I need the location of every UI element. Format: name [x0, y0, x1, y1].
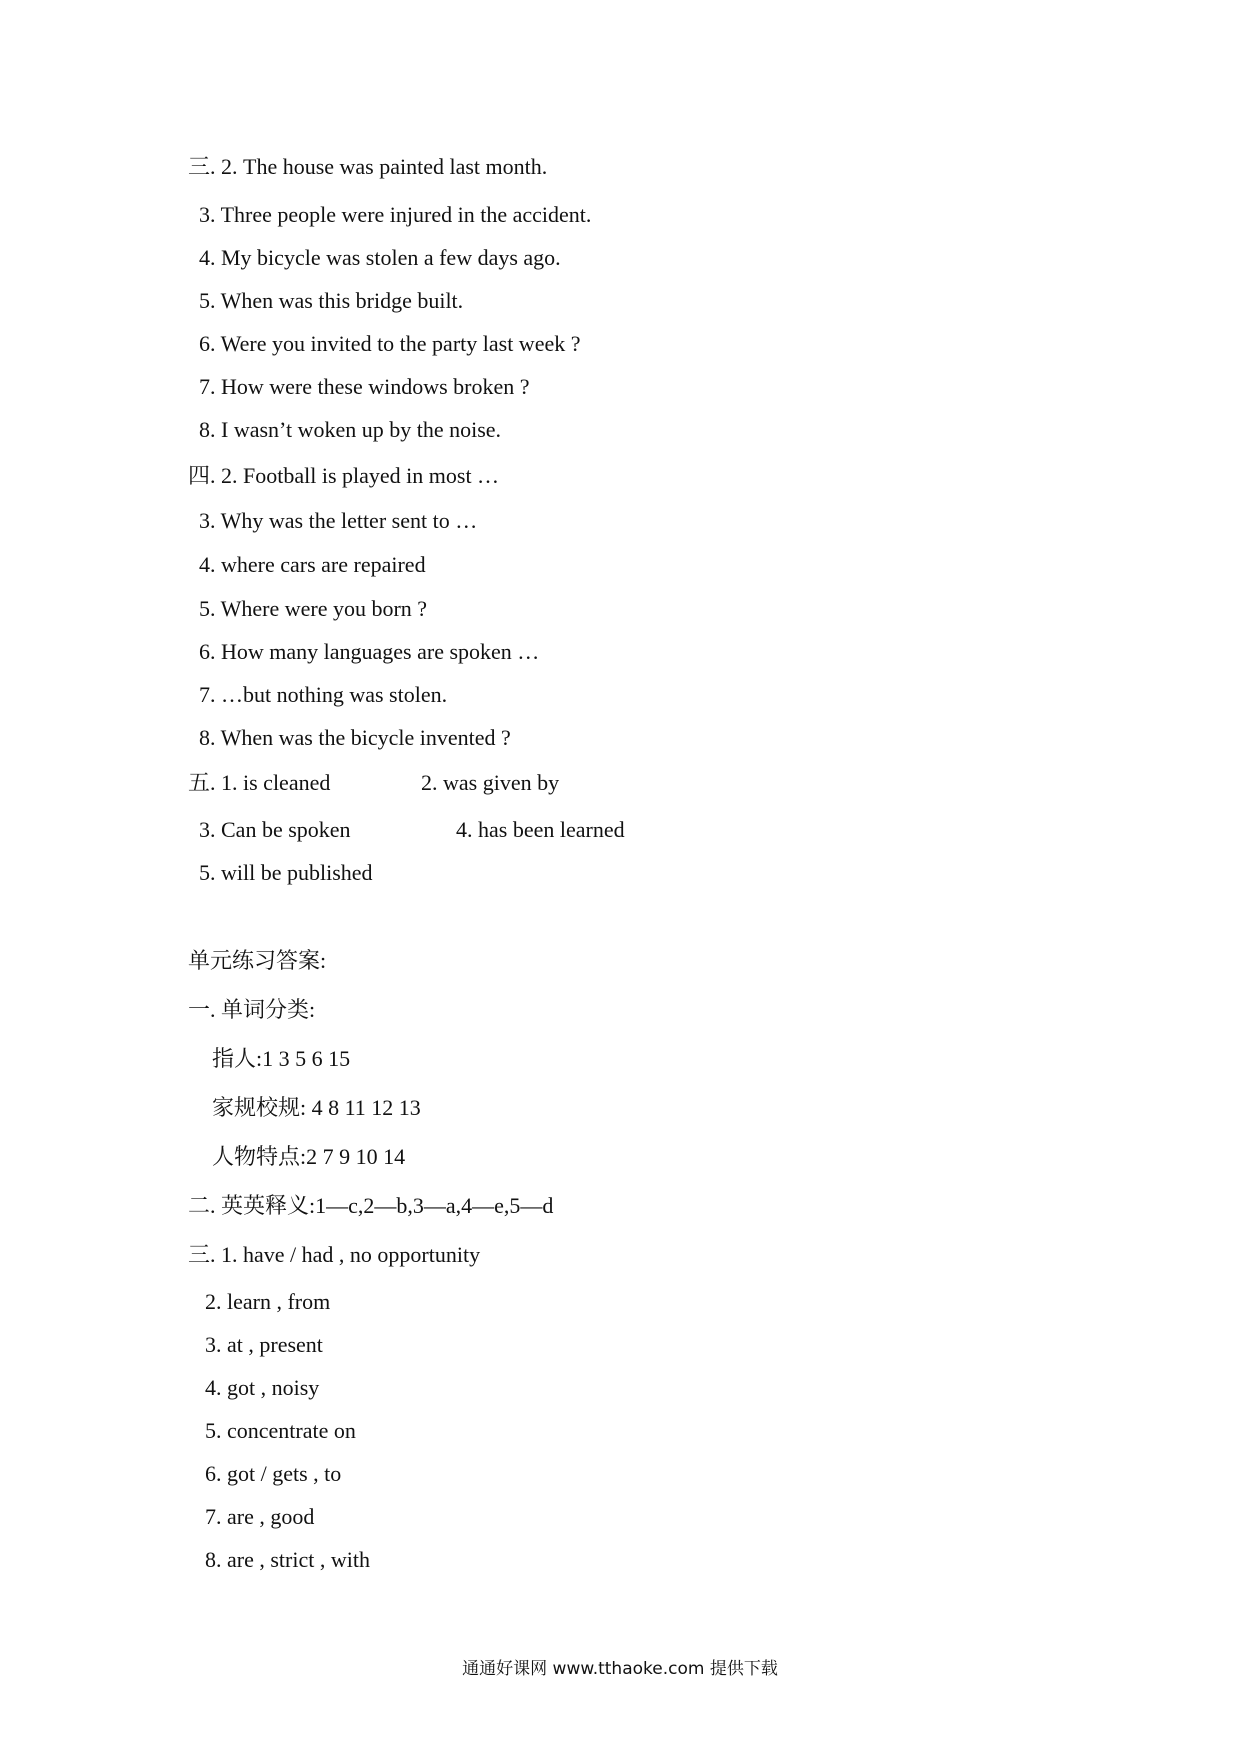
unit-san-line-6: 6. got / gets , to — [205, 1461, 342, 1486]
unit-san-line-2: 2. learn , from — [205, 1289, 331, 1314]
unit-yi-heading: 一. 单词分类: — [188, 997, 316, 1022]
unit-san-line-3: 3. at , present — [205, 1332, 323, 1357]
passive-san-line-2: 3. Three people were injured in the accident. — [199, 202, 592, 227]
passive-si-line-1: 四. 2. Football is played in most … — [188, 463, 500, 488]
footer-download-note: 通通好课网 www.tthaoke.com 提供下载 — [462, 1659, 778, 1679]
passive-wu-item-1: 五. 1. is cleaned — [188, 770, 331, 795]
passive-san-line-5: 6. Were you invited to the party last week ? — [199, 331, 581, 356]
unit-yi-item-1: 指人:1 3 5 6 15 — [212, 1046, 351, 1071]
unit-yi-item-3: 人物特点:2 7 9 10 14 — [212, 1144, 406, 1169]
unit-san-line-1: 三. 1. have / had , no opportunity — [188, 1242, 481, 1267]
passive-wu-item-3: 3. Can be spoken — [199, 817, 351, 842]
passive-si-line-3: 4. where cars are repaired — [199, 552, 426, 577]
passive-si-line-6: 7. …but nothing was stolen. — [199, 682, 448, 707]
unit-san-line-7: 7. are , good — [205, 1504, 315, 1529]
passive-san-line-6: 7. How were these windows broken ? — [199, 374, 530, 399]
unit-san-line-8: 8. are , strict , with — [205, 1547, 370, 1572]
passive-san-line-1: 三. 2. The house was painted last month. — [188, 154, 548, 179]
passive-wu-item-4: 4. has been learned — [456, 817, 625, 842]
unit-san-line-4: 4. got , noisy — [205, 1375, 320, 1400]
passive-wu-row-1 — [188, 769, 560, 797]
unit-san-line-5: 5. concentrate on — [205, 1418, 356, 1443]
passive-si-line-5: 6. How many languages are spoken … — [199, 639, 540, 664]
passive-wu-item-2: 2. was given by — [421, 770, 560, 795]
passive-wu-row-2 — [199, 816, 625, 844]
passive-wu-row-3: 5. will be published — [199, 860, 373, 885]
passive-san-line-4: 5. When was this bridge built. — [199, 288, 464, 313]
passive-san-line-7: 8. I wasn’t woken up by the noise. — [199, 417, 502, 442]
passive-san-line-3: 4. My bicycle was stolen a few days ago. — [199, 245, 561, 270]
passive-si-line-7: 8. When was the bicycle invented ? — [199, 725, 511, 750]
unit-answers-heading: 单元练习答案: — [188, 948, 327, 973]
passive-si-line-4: 5. Where were you born ? — [199, 596, 428, 621]
unit-yi-item-2: 家规校规: 4 8 11 12 13 — [212, 1095, 421, 1120]
unit-er-line: 二. 英英释义:1—c,2—b,3—a,4—e,5—d — [188, 1193, 554, 1218]
passive-si-line-2: 3. Why was the letter sent to … — [199, 508, 478, 533]
